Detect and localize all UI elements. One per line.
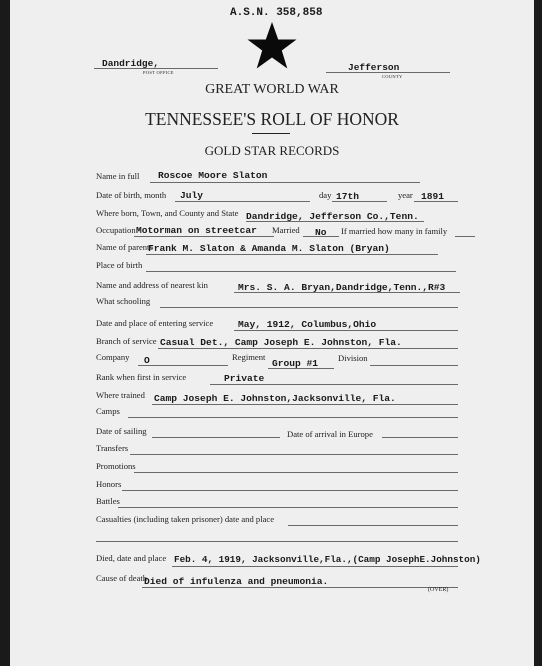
trained-value: Camp Joseph E. Johnston,Jacksonville, Fla. bbox=[154, 393, 396, 404]
dob-label: Date of birth, month bbox=[96, 190, 167, 200]
county-caption: COUNTY bbox=[382, 74, 403, 79]
arrival-label: Date of arrival in Europe bbox=[287, 429, 373, 439]
trained-label: Where trained bbox=[96, 390, 145, 400]
dob-year-value: 1891 bbox=[421, 191, 445, 202]
died-value: Feb. 4, 1919, Jacksonville,Fla.,(Camp JosephE.Johnston) bbox=[174, 554, 481, 565]
entering-label: Date and place of entering service bbox=[96, 318, 214, 328]
dob-day-value: 17th bbox=[336, 191, 360, 202]
record-card bbox=[10, 0, 534, 666]
married-label: Married bbox=[272, 225, 300, 235]
title-gold-star-records: GOLD STAR RECORDS bbox=[204, 143, 340, 158]
regiment-value: Group #1 bbox=[272, 358, 319, 369]
occupation-value: Motorman on streetcar bbox=[136, 225, 257, 236]
name-label: Name in full bbox=[96, 171, 140, 181]
branch-label: Branch of service bbox=[96, 336, 157, 346]
family-label: If married how many in family bbox=[341, 226, 448, 236]
company-value: O bbox=[144, 355, 150, 366]
county-value: Jefferson bbox=[348, 62, 400, 73]
kin-value: Mrs. S. A. Bryan,Dandridge,Tenn.,R#3 bbox=[238, 282, 446, 293]
post-office-caption: POST OFFICE bbox=[143, 70, 174, 75]
rank-value: Private bbox=[224, 373, 265, 384]
branch-value: Casual Det., Camp Joseph E. Johnston, Fla. bbox=[160, 337, 402, 348]
entering-value: May, 1912, Columbus,Ohio bbox=[238, 319, 377, 330]
honors-label: Honors bbox=[96, 479, 122, 489]
name-value: Roscoe Moore Slaton bbox=[158, 170, 268, 181]
dob-month-value: July bbox=[180, 190, 204, 201]
regiment-label: Regiment bbox=[232, 352, 266, 362]
cause-value: Died of infulenza and pneumonia. bbox=[144, 576, 329, 587]
title-roll-of-honor: TENNESSEE'S ROLL OF HONOR bbox=[145, 109, 399, 129]
asn-number: A.S.N. 358,858 bbox=[230, 7, 323, 19]
division-label: Division bbox=[338, 353, 368, 363]
died-label: Died, date and place bbox=[96, 553, 167, 563]
casualties-label: Casualties (including taken prisoner) date and place bbox=[96, 514, 275, 524]
star-icon bbox=[246, 21, 298, 71]
transfers-label: Transfers bbox=[96, 443, 129, 453]
married-value: No bbox=[315, 227, 327, 238]
born-value: Dandridge, Jefferson Co.,Tenn. bbox=[246, 211, 419, 222]
over-label: (OVER) bbox=[428, 587, 449, 593]
cause-label: Cause of death bbox=[96, 573, 148, 583]
place-of-birth-label: Place of birth bbox=[96, 260, 143, 270]
kin-label: Name and address of nearest kin bbox=[96, 280, 208, 290]
parents-label: Name of parents bbox=[96, 242, 153, 252]
born-label: Where born, Town, and County and State bbox=[96, 208, 239, 218]
battles-label: Battles bbox=[96, 496, 120, 506]
parents-value: Frank M. Slaton & Amanda M. Slaton (Bryan) bbox=[148, 243, 390, 254]
rank-label: Rank when first in service bbox=[96, 372, 187, 382]
post-office-value: Dandridge, bbox=[102, 58, 160, 69]
scan-edge-right bbox=[534, 0, 542, 666]
occupation-label: Occupation bbox=[96, 225, 136, 235]
scan-edge-left bbox=[0, 0, 10, 666]
schooling-label: What schooling bbox=[96, 296, 151, 306]
promotions-label: Promotions bbox=[96, 461, 136, 471]
title-great-world-war: GREAT WORLD WAR bbox=[205, 82, 339, 97]
year-label: year bbox=[398, 190, 413, 200]
camps-label: Camps bbox=[96, 406, 120, 416]
company-label: Company bbox=[96, 352, 130, 362]
day-label: day bbox=[319, 190, 332, 200]
sailing-label: Date of sailing bbox=[96, 426, 147, 436]
